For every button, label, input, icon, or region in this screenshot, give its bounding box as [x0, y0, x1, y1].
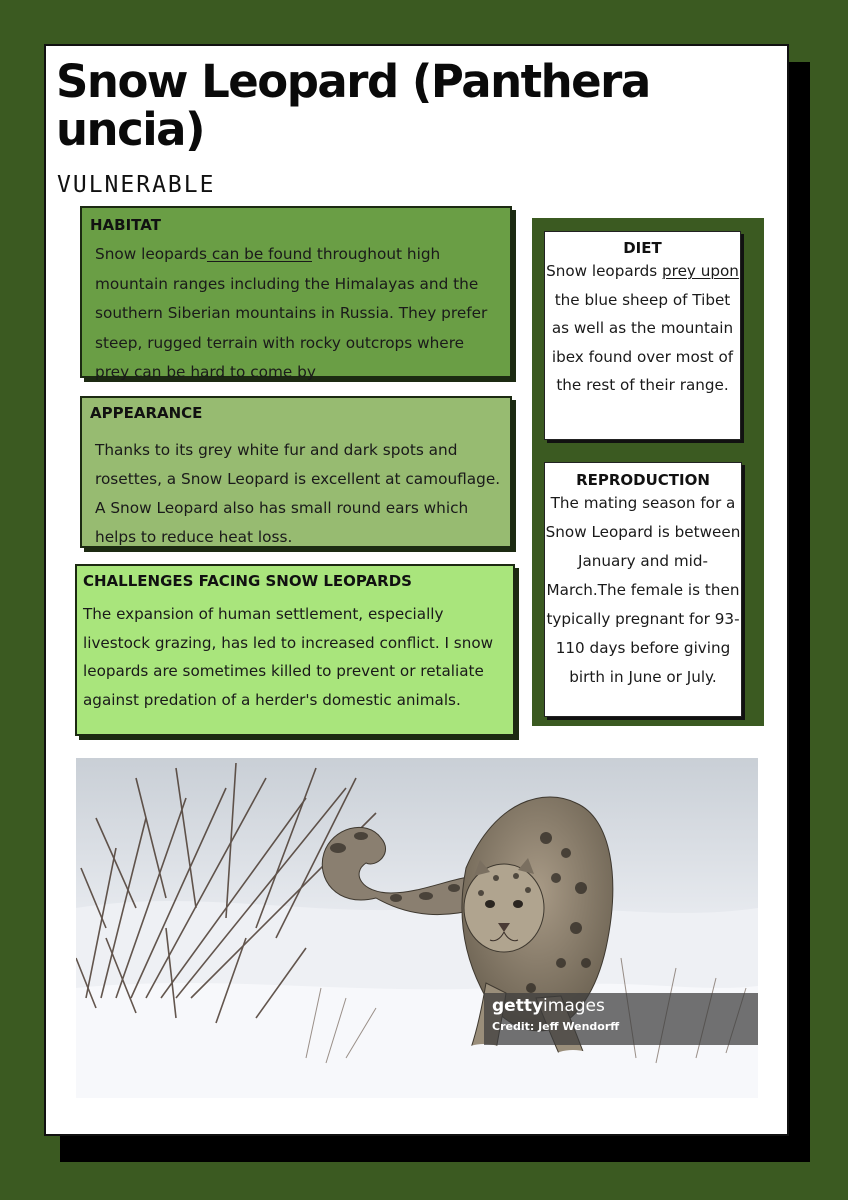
diet-text	[545, 257, 740, 400]
challenges-section	[75, 564, 515, 736]
appearance-section	[80, 396, 512, 548]
habitat-underlined-text: can be found	[206, 245, 312, 263]
habitat-text	[95, 240, 502, 388]
conservation-status: VULNERABLE	[57, 172, 216, 198]
habitat-body: throughout high mountain ranges including the Himalayas and the southern Siberian mountains in Russia. They prefer steep, rugged terrain with rocky outcrops where prey can be hard to come by	[95, 245, 488, 381]
snow-leopard-photo	[76, 758, 758, 1098]
diet-lead: Snow leopards	[546, 262, 663, 280]
page-title: Snow Leopard (Panthera uncia)	[56, 55, 650, 156]
habitat-lead: Snow leopards	[95, 245, 207, 263]
reproduction-heading: REPRODUCTION	[576, 471, 710, 489]
habitat-heading: HABITAT	[90, 216, 161, 234]
diet-underlined-text: prey upon	[662, 262, 739, 280]
diet-heading: DIET	[623, 239, 662, 257]
challenges-heading: CHALLENGES FACING SNOW LEOPARDS	[83, 572, 412, 590]
habitat-section	[80, 206, 512, 381]
reproduction-text: The mating season for a Snow Leopard is between January and mid-March.The female is then typically pregnant for 93-110 days before giving birth in June or July.	[545, 494, 741, 686]
appearance-heading: APPEARANCE	[90, 404, 203, 422]
photo-credit: Credit: Jeff Wendorff	[492, 1020, 620, 1033]
getty-images-logo: gettyimages	[492, 996, 605, 1016]
appearance-text: Thanks to its grey white fur and dark spots and rosettes, a Snow Leopard is excellent at camouflage. A Snow Leopard also has small round ears which helps to reduce heat loss.	[95, 441, 501, 546]
challenges-text: The expansion of human settlement, especially livestock grazing, has led to increased conflict. I snow leopards are sometimes killed to prevent or retaliate against predation of a herder's domestic animals.	[83, 605, 494, 709]
diet-section	[544, 231, 741, 440]
diet-body: the blue sheep of Tibet as well as the mountain ibex found over most of the rest of their range.	[551, 290, 734, 394]
photo-credit-watermark	[484, 993, 758, 1045]
snow-leopard-illustration	[76, 758, 758, 1098]
reproduction-section	[544, 462, 742, 717]
